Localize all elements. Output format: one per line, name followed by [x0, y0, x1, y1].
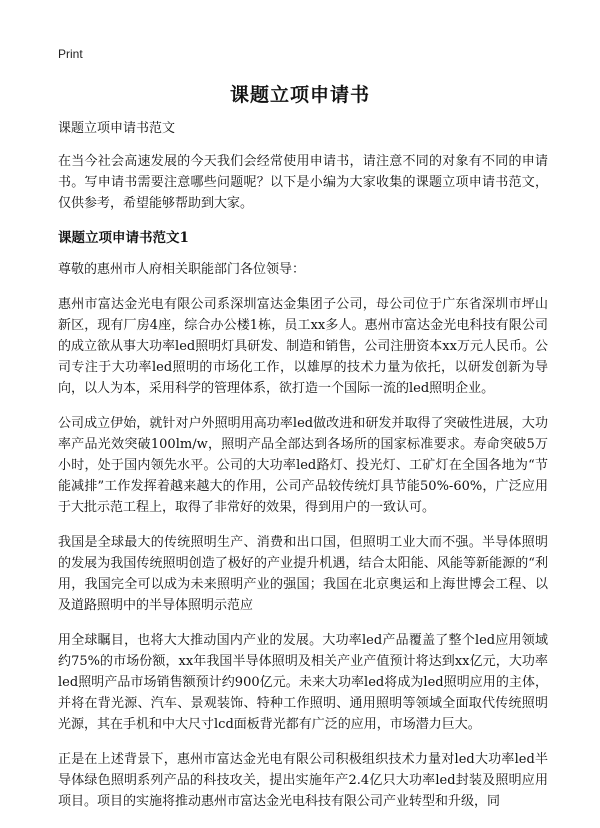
body-paragraph: 公司成立伊始，就针对户外照明用高功率led做改进和研发并取得了突破性进展，大功率产品光效突破100lm/w，照明产品全部达到各场所的国家标准要求。寿命突破5万小时，处于国内领先水平。公司的大功率led路灯、投光灯、工矿灯在全国各地为“节能减排”工作发挥着越来越大的作用，公司产品较传统灯具节能50%-60%，广泛应用于大批示范工程上，取得了非常好的效果，得到用户的一致认可。	[58, 416, 548, 515]
body-paragraph: 惠州市富达金光电有限公司系深圳富达金集团子公司，母公司位于广东省深圳市坪山新区，现有厂房4座，综合办公楼1栋，员工xx多人。惠州市富达金光电科技有限公司的成立欲从事大功率led照明灯具研发、制造和销售，公司注册资本xx万元人民币。公司专注于大功率led照明的市场化工作，以雄厚的技术力量为依托，以研发创新为导向，以人为本，采用科学的管理体系，欲打造一个国际一流的led照明企业。	[58, 297, 548, 396]
document-subtitle: 课题立项申请书范文	[58, 121, 176, 136]
print-link[interactable]: Print	[58, 47, 83, 61]
body-paragraph: 正是在上述背景下，惠州市富达金光电有限公司积极组织技术力量对led大功率led半导体绿色照明系列产品的科技攻关，提出实施年产2.4亿只大功率led封装及照明应用项目。项目的实施将推动惠州市富达金光电科技有限公司产业转型和升级，同	[58, 752, 548, 809]
section-heading: 课题立项申请书范文1	[58, 230, 189, 246]
document-body	[58, 118, 548, 826]
intro-paragraph: 在当今社会高速发展的今天我们会经常使用申请书，请注意不同的对象有不同的申请书。写申请书需要注意哪些问题呢？以下是小编为大家收集的课题立项申请书范文，仅供参考，希望能够帮助到大家。	[58, 154, 548, 211]
page-title: 课题立项申请书	[229, 84, 370, 106]
salutation: 尊敬的惠州市人府相关职能部门各位领导：	[58, 262, 306, 277]
body-paragraph: 用全球瞩目，也将大大推动国内产业的发展。大功率led产品覆盖了整个led应用领域约75%的市场份额，xx年我国半导体照明及相关产业产值预计将达到xx亿元，大功率led照明产品市场销售额预计约900亿元。未来大功率led将成为led照明应用的主体，并将在背光源、汽车、景观装饰、特种工作照明、通用照明等领域全面取代传统照明光源，其在手机和中大尺寸lcd面板背光都有广泛的应用，市场潜力巨大。	[58, 633, 548, 732]
body-paragraph: 我国是全球最大的传统照明生产、消费和出口国，但照明工业大而不强。半导体照明的发展为我国传统照明创造了极好的产业提升机遇，结合太阳能、风能等新能源的“利用，我国完全可以成为未来照明产业的强国；我国在北京奥运和上海世博会工程、以及道路照明中的半导体照明示范应	[58, 535, 548, 613]
